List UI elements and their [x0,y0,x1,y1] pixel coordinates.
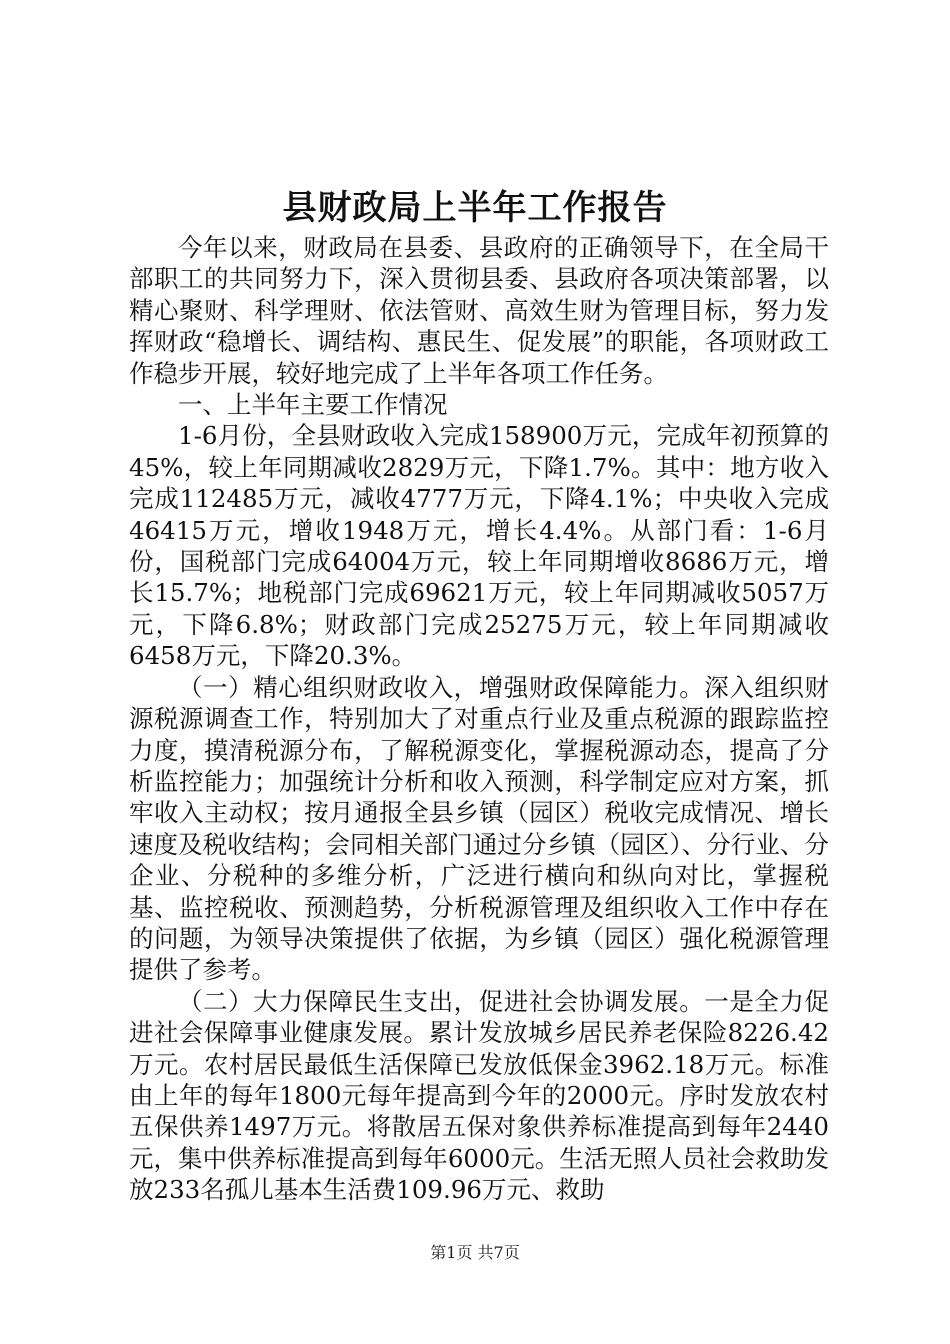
revenue-summary-paragraph: 1-6月份，全县财政收入完成158900万元，完成年初预算的45%，较上年同期减收2829万元，下降1.7%。其中：地方收入完成112485万元，减收4777万元，下降4.1%；中央收入完成46415万元，增收1948万元，增长4.4%。从部门看：1-6月份，国税部门完成64004万元，较上年同期增收8686万元，增长15.7%；地税部门完成69621万元，较上年同期减收5057万元，下降6.8%；财政部门完成25275万元，较上年同期减收6458万元，下降20.3%。 [129,421,829,671]
subsection-1-paragraph: （一）精心组织财政收入，增强财政保障能力。深入组织财源税源调查工作，特别加大了对重点行业及重点税源的跟踪监控力度，摸清税源分布，了解税源变化，掌握税源动态，提高了分析监控能力；加强统计分析和收入预测，科学制定应对方案，抓牢收入主动权；按月通报全县乡镇（园区）税收完成情况、增长速度及税收结构；会同相关部门通过分乡镇（园区）、分行业、分企业、分税种的多维分析，广泛进行横向和纵向对比，掌握税基、监控税收、预测趋势，分析税源管理及组织收入工作中存在的问题，为领导决策提供了依据，为乡镇（园区）强化税源管理提供了参考。 [129,672,829,985]
intro-paragraph: 今年以来，财政局在县委、县政府的正确领导下，在全局干部职工的共同努力下，深入贯彻县委、县政府各项决策部署，以精心聚财、科学理财、依法管财、高效生财为管理目标，努力发挥财政“稳增长、调结构、惠民生、促发展”的职能，各项财政工作稳步开展，较好地完成了上半年各项工作任务。 [129,233,829,388]
section-heading: 一、上半年主要工作情况 [178,390,448,420]
document-title: 县财政局上半年工作报告 [282,188,668,228]
subsection-2-paragraph: （二）大力保障民生支出，促进社会协调发展。一是全力促进社会保障事业健康发展。累计发放城乡居民养老保险8226.42万元。农村居民最低生活保障已发放低保金3962.18万元。标准由上年的每年1800元每年提高到今年的2000元。序时发放农村五保供养1497万元。将散居五保对象供养标准提高到每年2440元，集中供养标准提高到每年6000元。生活无照人员社会救助发放233名孤儿基本生活费109.96万元、救助 [129,986,829,1205]
page-number-footer: 第1页 共7页 [430,1243,520,1262]
document-body [129,232,829,1206]
